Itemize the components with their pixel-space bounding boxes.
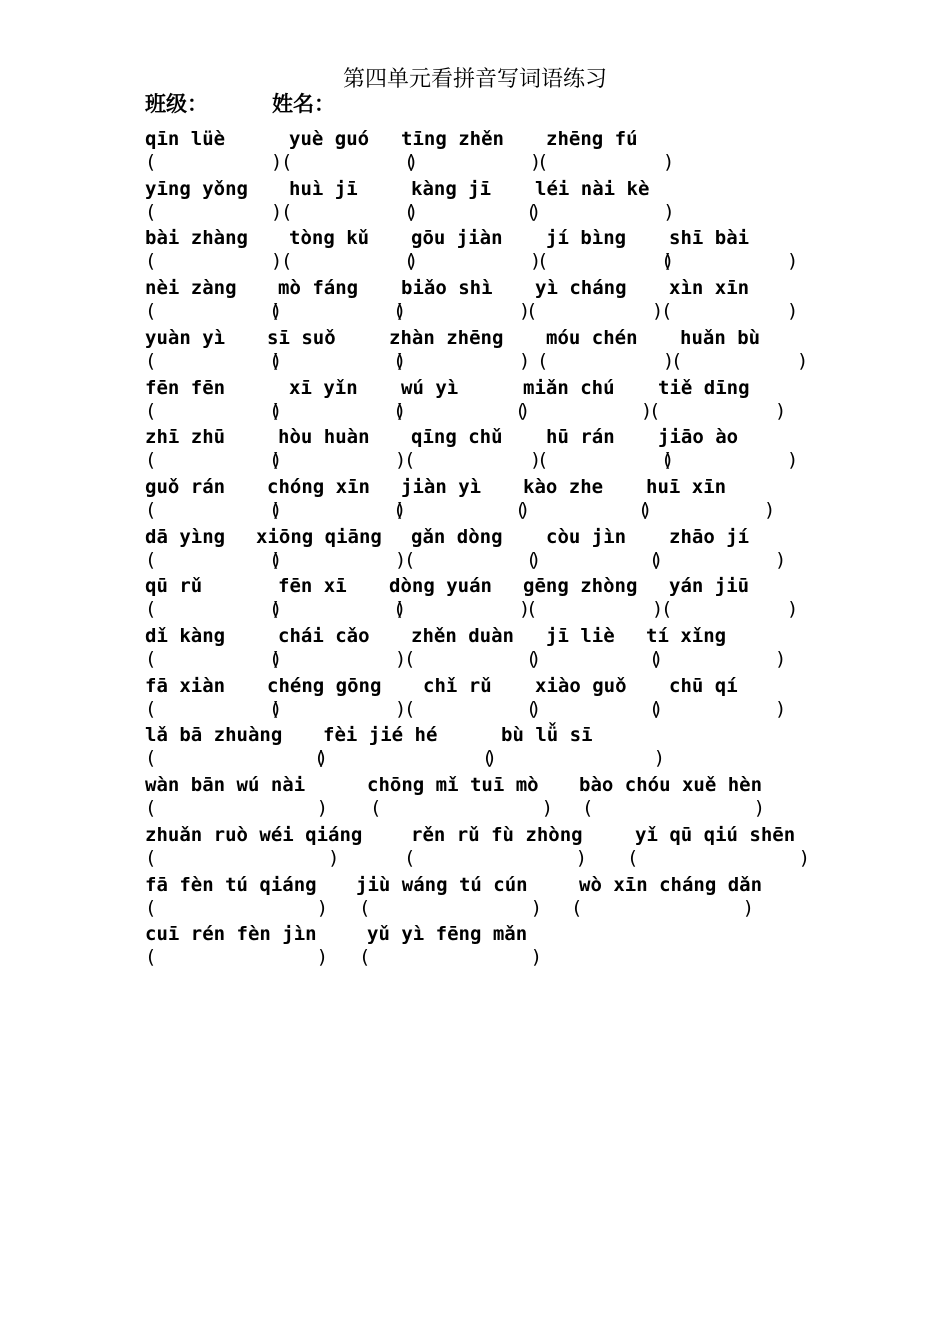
answer-row (0, 696, 950, 722)
pinyin-prompt: yǐ qū qiú shēn (635, 823, 796, 846)
answer-blank[interactable]: ( ) (145, 697, 283, 720)
pinyin-prompt: yán jiū (669, 575, 750, 598)
answer-blank[interactable]: ( ) (537, 349, 675, 372)
answer-blank[interactable]: ( ) (269, 697, 407, 720)
answer-blank[interactable]: ( ) (526, 648, 664, 670)
answer-blank[interactable]: ( ) (145, 349, 283, 372)
answer-blank[interactable]: ( ) (269, 598, 407, 621)
pinyin-prompt: wò xīn cháng dǎn (579, 873, 763, 896)
pinyin-prompt: huǎn bù (680, 326, 761, 349)
pinyin-prompt: xiào guǒ (535, 674, 627, 697)
answer-blank[interactable]: ( ) (269, 548, 407, 571)
answer-blank[interactable]: ( ) (145, 846, 340, 869)
answer-blank[interactable]: ( ) (370, 797, 554, 820)
answer-blank[interactable]: ( ) (404, 648, 542, 670)
pinyin-prompt: léi nài kè (535, 177, 650, 200)
answer-blank[interactable]: ( ) (145, 598, 283, 621)
pinyin-prompt: fèi jié hé (323, 724, 438, 747)
answer-row (0, 348, 950, 374)
answer-row (0, 497, 950, 523)
pinyin-prompt: xiōng qiāng (256, 525, 382, 548)
answer-blank[interactable]: ( ) (269, 399, 407, 422)
pinyin-prompt: móu chén (546, 326, 638, 349)
answer-blank[interactable]: ( ) (269, 498, 407, 521)
answer-blank[interactable]: ( ) (526, 300, 664, 323)
pinyin-prompt: xī yǐn (289, 376, 358, 399)
answer-row (0, 845, 950, 871)
pinyin-prompt: chōng mǐ tuī mò (367, 774, 539, 797)
pinyin-prompt: gǎn dòng (411, 525, 503, 548)
pinyin-prompt: yīng yǒng (145, 177, 248, 200)
name-label: 姓名： (272, 91, 335, 116)
answer-row (0, 398, 950, 424)
pinyin-prompt: chóng xīn (267, 475, 370, 498)
answer-blank[interactable]: ( ) (145, 151, 283, 173)
pinyin-prompt: chǐ rǔ (423, 674, 492, 697)
pinyin-prompt: huī xīn (646, 475, 727, 498)
pinyin-prompt: tiě dīng (658, 376, 750, 399)
answer-blank[interactable]: ( ) (482, 747, 666, 770)
pinyin-prompt: bù lǚ sī (501, 724, 593, 747)
answer-row (0, 745, 950, 771)
answer-blank[interactable]: ( ) (393, 399, 531, 422)
pinyin-prompt: mò fáng (278, 277, 359, 300)
answer-blank[interactable]: ( ) (145, 200, 283, 223)
answer-blank[interactable]: ( ) (269, 449, 407, 472)
answer-blank[interactable]: ( ) (515, 498, 653, 521)
pinyin-prompt: wú yì (401, 376, 459, 399)
answer-blank[interactable]: ( ) (526, 697, 664, 720)
pinyin-prompt: zhàn zhēng (389, 326, 504, 349)
answer-blank[interactable]: ( ) (404, 250, 542, 273)
pinyin-prompt: yuàn yì (145, 326, 226, 349)
answer-blank[interactable]: ( ) (404, 449, 542, 472)
answer-row (0, 646, 950, 672)
pinyin-prompt: gōu jiàn (411, 227, 503, 250)
answer-blank[interactable]: ( ) (359, 946, 543, 969)
page-title: 第四单元看拼音写词语练习 (342, 67, 607, 92)
answer-blank[interactable]: ( ) (537, 449, 675, 472)
answer-row (0, 298, 950, 324)
pinyin-prompt: bào chóu xuě hèn (579, 774, 763, 797)
answer-row (0, 199, 950, 225)
pinyin-prompt: fēn xī (278, 575, 347, 598)
pinyin-prompt: gēng zhòng (523, 575, 638, 598)
pinyin-prompt: qīn lüè (145, 128, 226, 150)
answer-blank[interactable]: ( ) (269, 300, 407, 323)
pinyin-prompt: yuè guó (289, 128, 370, 150)
answer-blank[interactable]: ( ) (281, 151, 419, 173)
answer-blank[interactable]: ( ) (526, 548, 664, 571)
pinyin-prompt: hòu huàn (278, 426, 370, 449)
pinyin-prompt: lǎ bā zhuàng (145, 724, 283, 747)
answer-blank[interactable]: ( ) (145, 747, 329, 770)
pinyin-prompt: fā xiàn (145, 674, 226, 697)
answer-blank[interactable]: ( ) (526, 598, 664, 621)
pinyin-prompt: kàng jī (411, 177, 492, 200)
answer-blank[interactable]: ( ) (145, 797, 329, 820)
pinyin-prompt: fēn fēn (145, 376, 226, 399)
answer-blank[interactable]: ( ) (145, 399, 283, 422)
answer-blank[interactable]: ( ) (661, 598, 799, 621)
class-label: 班级： (145, 91, 208, 116)
pinyin-prompt: cuī rén fèn jìn (145, 923, 317, 946)
pinyin-prompt: huì jī (289, 177, 358, 200)
answer-blank[interactable]: ( ) (661, 449, 799, 472)
answer-blank[interactable]: ( ) (145, 548, 283, 571)
answer-blank[interactable]: ( ) (404, 697, 542, 720)
pinyin-prompt: qīng chǔ (411, 426, 503, 449)
pinyin-prompt: rěn rǔ fù zhòng (411, 823, 583, 846)
answer-blank[interactable]: ( ) (145, 648, 283, 670)
pinyin-prompt: zhī zhū (145, 426, 226, 449)
answer-blank[interactable]: ( ) (145, 250, 283, 273)
answer-row (0, 895, 950, 921)
pinyin-prompt: dā yìng (145, 525, 226, 548)
answer-blank[interactable]: ( ) (145, 449, 283, 472)
answer-blank[interactable]: ( ) (281, 200, 419, 223)
pinyin-prompt: nèi zàng (145, 277, 237, 300)
answer-blank[interactable]: ( ) (582, 797, 766, 820)
answer-blank[interactable]: ( ) (661, 300, 799, 323)
pinyin-prompt: biǎo shì (401, 277, 493, 300)
answer-blank[interactable]: ( ) (571, 896, 755, 919)
pinyin-prompt: tí xǐng (646, 625, 727, 647)
pinyin-prompt: tòng kǔ (289, 227, 370, 250)
pinyin-prompt: guǒ rán (145, 475, 226, 498)
answer-blank[interactable]: ( ) (393, 300, 531, 323)
answer-blank[interactable]: ( ) (281, 250, 419, 273)
pinyin-prompt: jiāo ào (658, 426, 739, 449)
answer-row (0, 547, 950, 573)
answer-blank[interactable]: ( ) (638, 498, 776, 521)
answer-blank[interactable]: ( ) (537, 250, 675, 273)
answer-blank[interactable]: ( ) (537, 151, 675, 173)
answer-blank[interactable]: ( ) (269, 648, 407, 670)
answer-blank[interactable]: ( ) (393, 498, 531, 521)
answer-blank[interactable]: ( ) (526, 200, 675, 223)
answer-row (0, 248, 950, 274)
pinyin-prompt: shī bài (669, 227, 750, 250)
pinyin-prompt: chéng gōng (267, 674, 382, 697)
pinyin-prompt: tīng zhěn (401, 128, 504, 150)
answer-row (0, 447, 950, 473)
pinyin-prompt: wàn bān wú nài (145, 774, 306, 797)
answer-blank[interactable]: ( ) (314, 747, 498, 770)
answer-blank[interactable]: ( ) (649, 697, 787, 720)
answer-blank[interactable]: ( ) (404, 548, 542, 571)
answer-blank[interactable]: ( ) (649, 399, 787, 422)
pinyin-prompt: chū qí (669, 674, 738, 697)
answer-row (0, 149, 950, 175)
pinyin-prompt: zhēng fú (546, 128, 638, 150)
answer-blank[interactable]: ( ) (649, 548, 787, 571)
answer-blank[interactable]: ( ) (145, 300, 283, 323)
pinyin-prompt: còu jìn (546, 525, 627, 548)
pinyin-prompt: chái cǎo (278, 625, 370, 647)
answer-blank[interactable]: ( ) (359, 896, 543, 919)
pinyin-prompt: yì cháng (535, 277, 627, 300)
pinyin-prompt: dǐ kàng (145, 625, 226, 647)
pinyin-prompt: bài zhàng (145, 227, 248, 250)
pinyin-prompt: miǎn chú (523, 376, 615, 399)
pinyin-prompt: jiàn yì (401, 475, 482, 498)
pinyin-prompt: hū rán (546, 426, 615, 449)
answer-blank[interactable]: ( ) (661, 250, 799, 273)
pinyin-prompt: kào zhe (523, 475, 604, 498)
answer-row (0, 944, 950, 970)
answer-blank[interactable]: ( ) (269, 349, 407, 372)
pinyin-prompt: qū rǔ (145, 575, 203, 598)
answer-row (0, 795, 950, 821)
pinyin-prompt: yǔ yì fēng mǎn (367, 923, 528, 946)
pinyin-prompt: xìn xīn (669, 277, 750, 300)
answer-blank[interactable]: ( ) (404, 151, 542, 173)
pinyin-prompt: dòng yuán (389, 575, 492, 598)
answer-blank[interactable]: ( ) (404, 846, 588, 869)
pinyin-prompt: zhuǎn ruò wéi qiáng (145, 823, 363, 846)
answer-blank[interactable]: ( ) (649, 648, 787, 670)
pinyin-prompt: jiù wáng tú cún (356, 873, 528, 896)
answer-blank[interactable]: ( ) (393, 598, 531, 621)
answer-blank[interactable]: ( ) (145, 498, 283, 521)
answer-row (0, 596, 950, 622)
pinyin-prompt: sī suǒ (267, 326, 336, 349)
answer-blank[interactable]: ( ) (404, 200, 542, 223)
answer-blank[interactable]: ( ) (671, 349, 809, 372)
pinyin-prompt: jí bìng (546, 227, 627, 250)
pinyin-prompt: fā fèn tú qiáng (145, 873, 317, 896)
answer-blank[interactable]: ( ) (145, 946, 329, 969)
pinyin-prompt: jī liè (546, 625, 615, 647)
pinyin-prompt: zhāo jí (669, 525, 750, 548)
answer-blank[interactable]: ( ) (515, 399, 653, 422)
answer-blank[interactable]: ( ) (145, 896, 329, 919)
answer-blank[interactable]: ( ) (627, 846, 811, 869)
pinyin-prompt: zhěn duàn (411, 625, 514, 647)
answer-blank[interactable]: ( ) (393, 349, 531, 372)
